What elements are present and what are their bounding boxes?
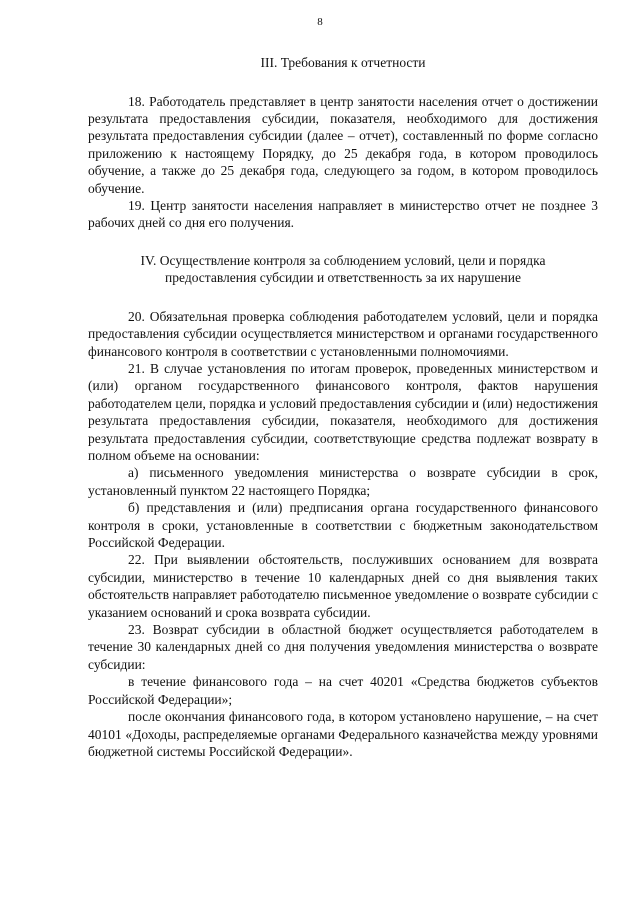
section-3-heading: III. Требования к отчетности [260,55,426,70]
paragraph-21-a: а) письменного уведомления министерства о возврате субсидии в срок, установленный пунктом 22 настоящего Порядка; [88,465,598,498]
paragraph-23-current-year: в течение финансового года – на счет 40201 «Средства бюджетов субъектов Российской Федерации»; [88,674,598,707]
paragraph-21-b: б) представления и (или) предписания органа государственного финансового контроля в сроки, установленные в соответствии с бюджетным законодательством Российской Федерации. [88,500,598,551]
paragraph-23-after-year: после окончания финансового года, в котором установлено нарушение, – на счет 40101 «Доходы, распределяемые органами Федерального казначейства между уровнями бюджетной системы Российской Федерации». [88,709,598,759]
paragraph-22: 22. При выявлении обстоятельств, послуживших основанием для возврата субсидии, министерство в течение 10 календарных дней со дня выявления таких обстоятельств направляет работодателю письменное уведомление о возврате субсидии с указанием оснований и срока возврата субсидии. [88,552,598,620]
paragraph-21: 21. В случае установления по итогам проверок, проведенных министерством и (или) органом государственного финансового контроля, фактов нарушения работодателем цели, порядка и условий предоставления субсидии и (или) недостижения результата предоставления субсидии, показателя, необходимого для достижения результата предоставления субсидии, соответствующие средства подлежат возврату в полном объеме на основании: [88,360,598,463]
section-4-heading-line-1: IV. Осуществление контроля за соблюдением условий, цели и порядка [140,252,546,268]
section-4-heading-line-2: предоставления субсидии и ответственность за их нарушение [165,270,521,286]
page-number: 8 [317,16,323,28]
paragraph-18: 18. Работодатель представляет в центр занятости населения отчет о достижении результата предоставления субсидии, показателя, необходимого для достижения результата предоставления субсидии (далее – отчет), составленный по форме согласно приложению к настоящему Порядку, до 25 декабря года, в котором проводилось обучение, а также до 25 декабря года, следующего за годом, в котором проводилось обучение. [88,93,598,196]
paragraph-19: 19. Центр занятости населения направляет в министерство отчет не позднее 3 рабочих дней со дня его получения. [88,197,598,231]
paragraph-20: 20. Обязательная проверка соблюдения работодателем условий, цели и порядка предоставления субсидии осуществляется министерством и органами государственного финансового контроля в соответствии с установленными полномочиями. [88,308,598,359]
document-body [88,54,598,760]
paragraph-23: 23. Возврат субсидии в областной бюджет осуществляется работодателем в течение 30 календарных дней со дня получения уведомления министерства о возврате субсидии: [88,622,598,672]
